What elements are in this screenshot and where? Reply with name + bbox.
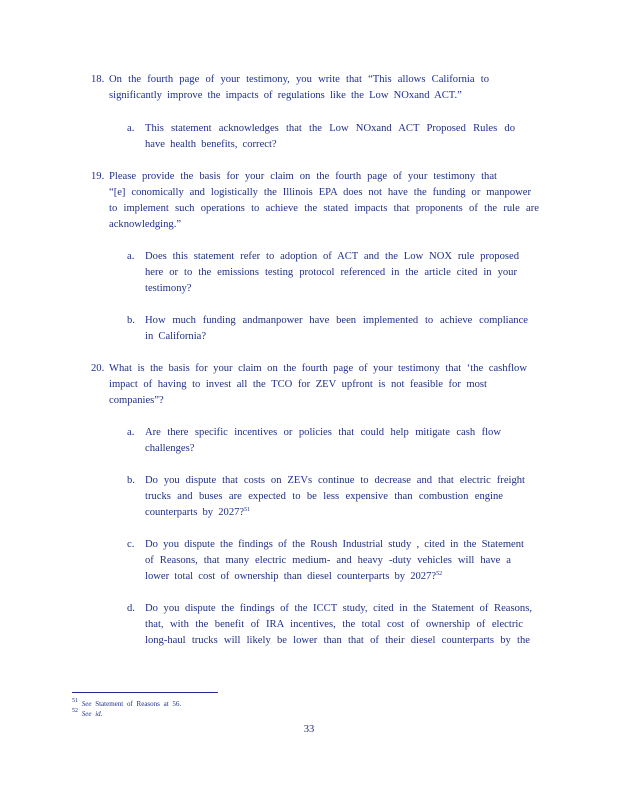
sub-question-label: b. (127, 475, 135, 486)
question-line: to implement such operations to achieve the stated impacts that proponents of the rule are (109, 203, 539, 214)
sub-question-text: counterparts by 2027? (145, 507, 245, 518)
sub-question-label: d. (127, 603, 135, 614)
question-line: impact of having to invest all the TCO for ZEV upfront is not feasible for most (109, 379, 487, 390)
question-line: companies”? (109, 395, 164, 406)
footnote-ref[interactable]: 51 (244, 507, 251, 513)
question-line: significantly improve the impacts of regulations like the Low NOxand ACT.” (109, 90, 462, 101)
footnote-number: 51 (72, 698, 78, 704)
sub-question-label: a. (127, 123, 135, 134)
question-line: acknowledging.” (109, 219, 182, 230)
sub-question-label: a. (127, 251, 135, 262)
sub-question-line: challenges? (145, 443, 195, 454)
sub-question-line: in California? (145, 331, 207, 342)
sub-question-line (145, 570, 442, 583)
footnote-number: 52 (72, 708, 78, 714)
footnote-signal: See (81, 700, 92, 708)
sub-question-line: This statement acknowledges that the Low NOxand ACT Proposed Rules do (145, 123, 515, 134)
footnote-text: id. (95, 710, 103, 718)
sub-question-line: of Reasons, that many electric medium- and heavy -duty vehicles will have a (145, 555, 511, 566)
footnote-text: Statement of Reasons at 56. (95, 700, 182, 708)
question-number: 18. (91, 74, 105, 85)
footnote-ref[interactable]: 52 (436, 571, 443, 577)
question-line: On the fourth page of your testimony, you write that “This allows California to (109, 74, 489, 85)
sub-question-line: testimony? (145, 283, 192, 294)
sub-question-line: Are there specific incentives or policies that could help mitigate cash flow (145, 427, 501, 438)
sub-question-label: b. (127, 315, 135, 326)
sub-question-line: have health benefits, correct? (145, 139, 277, 150)
sub-question-line: Do you dispute that costs on ZEVs continue to decrease and that electric freight (145, 475, 525, 486)
sub-question-line: Do you dispute the findings of the ICCT study, cited in the Statement of Reasons, (145, 603, 532, 614)
page-number: 33 (303, 724, 315, 735)
question-line: “[e] conomically and logistically the Illinois EPA does not have the funding or manpower (109, 187, 531, 198)
question-number: 20. (91, 363, 105, 374)
sub-question-line: How much funding andmanpower have been implemented to achieve compliance (145, 315, 528, 326)
sub-question-line: trucks and buses are expected to be less expensive than combustion engine (145, 491, 503, 502)
question-number: 19. (91, 171, 105, 182)
footnote-divider (72, 692, 218, 693)
sub-question-label: c. (127, 539, 135, 550)
sub-question-line: that, with the benefit of IRA incentives, the total cost of ownership of electric (145, 619, 523, 630)
sub-question-line: Do you dispute the findings of the Roush Industrial study , cited in the Statement (145, 539, 524, 550)
footnote-52 (72, 710, 102, 719)
sub-question-line: long-haul trucks will likely be lower than that of their diesel counterparts by the (145, 635, 530, 646)
question-line: Please provide the basis for your claim on the fourth page of your testimony that (109, 171, 497, 182)
sub-question-line (145, 506, 250, 519)
question-line: What is the basis for your claim on the fourth page of your testimony that ‘the cashflow (109, 363, 527, 374)
footnote-signal: See (81, 710, 92, 718)
sub-question-line: Does this statement refer to adoption of ACT and the Low NOX rule proposed (145, 251, 519, 262)
footnote-51 (72, 700, 181, 709)
sub-question-label: a. (127, 427, 135, 438)
sub-question-text: lower total cost of ownership than diesel counterparts by 2027? (145, 571, 437, 582)
sub-question-line: here or to the emissions testing protocol referenced in the article cited in your (145, 267, 517, 278)
